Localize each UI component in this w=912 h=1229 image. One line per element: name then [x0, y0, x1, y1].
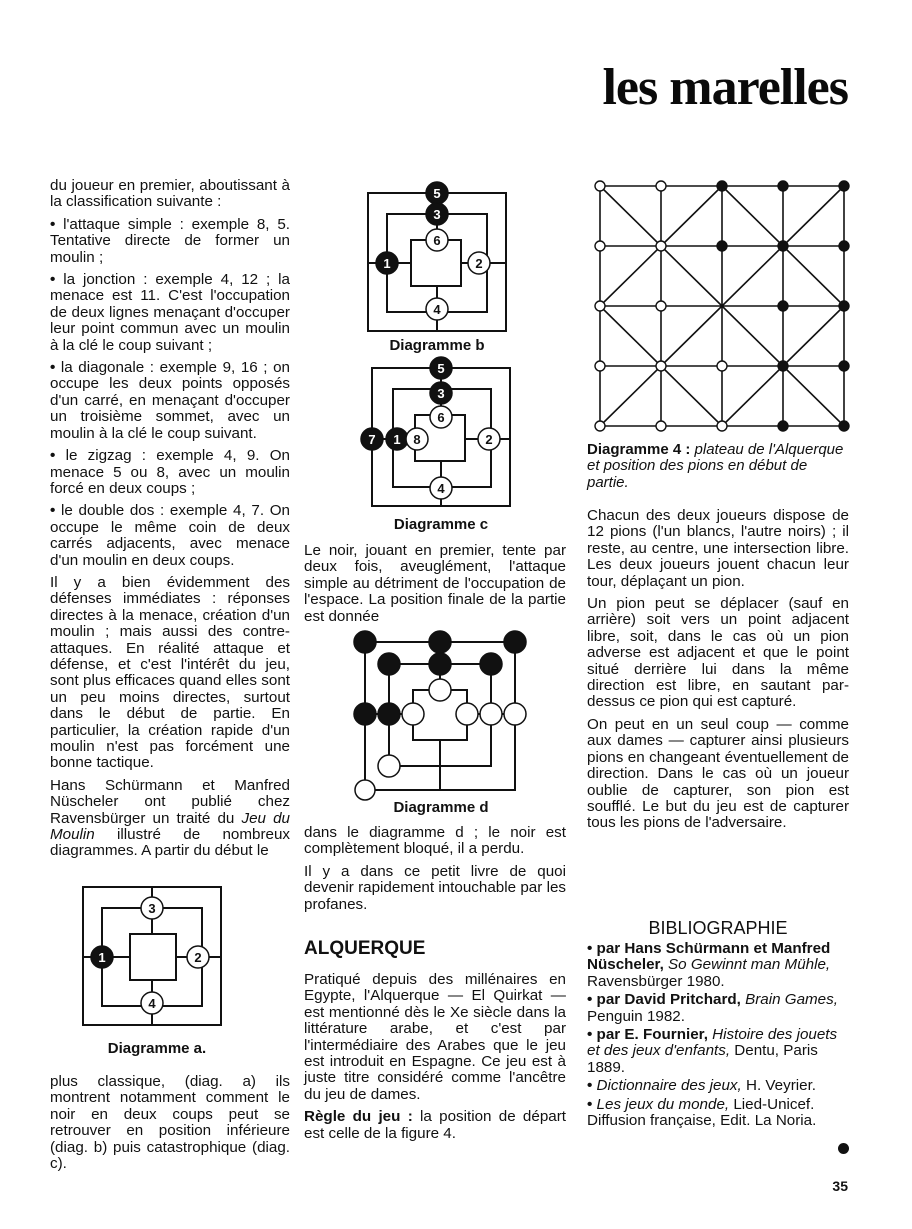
paragraph: Il y a bien évidemment des défenses immédiates : réponses directes à la menace, création d'un moulin ; mais aussi des contre-attaques. En réalité attaque et défense, et c'est l'intérêt du jeu, sont plus efficaces quand elles sont un peu moins directes, surtout dans le début de partie. En particulier, la création rapide d'un moulin n'est pas forcément une bonne tactique.: [50, 573, 290, 772]
svg-text:4: 4: [433, 302, 441, 317]
list-item: • la jonction : exemple 4, 12 ; la menace est 11. C'est l'occupation de deux lignes menaçant d'occuper leur point commun avec un moulin à la clé le coup suivant ;: [50, 272, 290, 354]
piece-black: [778, 421, 788, 431]
piece-white: [378, 755, 400, 777]
column-1: [50, 178, 290, 866]
piece-white: [426, 298, 448, 320]
piece-black: [376, 252, 398, 274]
paragraph: Un pion peut se déplacer (sauf en arrière) soit vers un point adjacent libre, soit, dans le cas où un pion adverse est adjacent et que le point situé derrière lui dans la même direction est libre, en sautant par-dessus ce pion qui est capturé.: [587, 595, 849, 711]
svg-text:3: 3: [433, 207, 441, 222]
piece-black: [386, 428, 408, 450]
piece-white: [595, 421, 605, 431]
piece-white: [656, 181, 666, 191]
piece-black: [778, 361, 788, 371]
paragraph: Pratiqué depuis des millénaires en Egypte, l'Alquerque — El Quirkat — est mentionné dès le Xe siècle dans la littérature arabe, et c'est par l'intermédiaire des Arabes que le jeu est introduit en Espagne. Ce jeu est à juste titre considéré comme l'ancêtre du jeu de dames.: [304, 971, 566, 1103]
piece-white: [430, 477, 452, 499]
piece-black: [839, 361, 849, 371]
piece-black: [91, 946, 113, 968]
piece-white: [187, 946, 209, 968]
piece-white: [456, 703, 478, 725]
piece-white: [595, 181, 605, 191]
column-3: [587, 508, 849, 838]
paragraph: du joueur en premier, aboutissant à la classification suivante :: [50, 177, 290, 211]
paragraph: Règle du jeu : la position de départ est celle de la figure 4.: [304, 1108, 566, 1142]
svg-text:7: 7: [368, 432, 376, 447]
column-2-middle: [304, 825, 566, 919]
diagram-b: [367, 186, 507, 332]
piece-white: [504, 703, 526, 725]
piece-black: [426, 182, 448, 204]
piece-black: [839, 241, 849, 251]
diagram-c: [368, 361, 511, 507]
piece-black: [778, 181, 788, 191]
caption-d: Diagramme d: [393, 799, 489, 816]
piece-black: [361, 428, 383, 450]
svg-text:3: 3: [148, 901, 156, 916]
bibliography-entry: • par Hans Schürmann et Manfred Nüscheler, So Gewinnt man Mühle, Ravensbürger 1980.: [587, 940, 831, 990]
paragraph: plus classique, (diag. a) ils montrent notamment comment le noir en deux coups peut se retrouver en position inférieure (diag. b) puis catastrophique (diag. c).: [50, 1073, 290, 1173]
diagram-d: [356, 632, 526, 798]
svg-text:2: 2: [194, 950, 202, 965]
column-2-top: [304, 543, 566, 631]
piece-black: [717, 181, 727, 191]
bibliography-title: BIBLIOGRAPHIE: [648, 918, 788, 938]
piece-black: [354, 631, 376, 653]
page-number: 35: [832, 1178, 848, 1194]
piece-white: [355, 780, 375, 800]
piece-black: [426, 203, 448, 225]
paragraph: dans le diagramme d ; le noir est complètement bloqué, il a perdu.: [304, 824, 566, 858]
piece-black: [839, 421, 849, 431]
piece-white: [468, 252, 490, 274]
svg-text:8: 8: [413, 432, 421, 447]
piece-white: [426, 229, 448, 251]
paragraph: Hans Schürmann et Manfred Nüscheler ont publié chez Ravensbürger un traité du Jeu du Moulin illustré de nombreux diagrammes. A partir du début le: [50, 776, 290, 860]
svg-text:1: 1: [383, 256, 391, 271]
piece-black: [778, 241, 788, 251]
piece-black: [839, 181, 849, 191]
piece-white: [406, 428, 428, 450]
list-item: • le double dos : exemple 4, 7. On occupe le même coin de deux carrés adjacents, avec menace d'un moulin en deux coups.: [50, 503, 290, 569]
piece-white: [402, 703, 424, 725]
piece-white: [141, 992, 163, 1014]
bibliography-entry: • Dictionnaire des jeux, H. Veyrier.: [587, 1077, 817, 1095]
bibliography-entry: • Les jeux du monde, Lied-Unicef. Diffusion française, Edit. La Noria.: [587, 1095, 817, 1130]
bibliography-entry: • par E. Fournier, Histoire des jouets et des jeux d'enfants, Dentu, Paris 1889.: [587, 1026, 838, 1076]
svg-text:5: 5: [433, 186, 441, 201]
paragraph: Chacun des deux joueurs dispose de 12 pions (l'un blancs, l'autre noirs) ; il reste, au centre, une intersection libre. Les deux joueurs jouent chacun leur tour, déplaçant un pion.: [587, 507, 849, 590]
list-item: • l'attaque simple : exemple 8, 5. Tentative directe de former un moulin ;: [50, 217, 290, 266]
column-2-bottom: [304, 972, 566, 1148]
piece-white: [656, 361, 666, 371]
section-title: ALQUERQUE: [304, 938, 426, 959]
piece-black: [778, 301, 788, 311]
piece-white: [595, 241, 605, 251]
svg-text:1: 1: [98, 950, 106, 965]
column-1-bottom: [50, 1074, 290, 1178]
piece-white: [480, 703, 502, 725]
piece-white: [595, 301, 605, 311]
svg-text:6: 6: [433, 233, 441, 248]
diagram-a: [82, 886, 222, 1026]
svg-text:6: 6: [437, 410, 445, 425]
end-mark: [838, 1143, 849, 1154]
piece-black: [504, 631, 526, 653]
caption-4: Diagramme 4 : plateau de l'Alquerque et position des pions en début de partie.: [587, 441, 844, 491]
alquerque-board: [592, 180, 852, 430]
piece-white: [141, 897, 163, 919]
piece-black: [839, 301, 849, 311]
piece-black: [430, 382, 452, 404]
bibliography: [587, 941, 849, 1131]
paragraph: On peut en un seul coup — comme aux dames — capturer ainsi plusieurs pions en changeant éventuellement de direction. Dans le cas où un joueur oublie de capturer, son pion est soufflé. Le but du jeu est de capturer tous les pions de l'adversaire.: [587, 715, 849, 832]
piece-black: [430, 357, 452, 379]
svg-text:5: 5: [437, 361, 445, 376]
piece-white: [717, 361, 727, 371]
caption-a: Diagramme a.: [107, 1040, 207, 1057]
caption-b: Diagramme b: [389, 337, 485, 354]
paragraph: Il y a dans ce petit livre de quoi devenir rapidement intouchable par les profanes.: [304, 862, 566, 913]
piece-black: [429, 653, 451, 675]
svg-text:1: 1: [393, 432, 401, 447]
paragraph: Le noir, jouant en premier, tente par deux fois, aveuglément, l'attaque simple au détriment de l'occupation de l'espace. La position finale de la partie est donnée: [304, 542, 566, 625]
piece-white: [656, 421, 666, 431]
svg-text:2: 2: [475, 256, 483, 271]
piece-white: [429, 679, 451, 701]
piece-black: [354, 703, 376, 725]
piece-white: [430, 406, 452, 428]
list-item: • le zigzag : exemple 4, 9. On menace 5 ou 8, avec un moulin forcé en deux coups ;: [50, 448, 290, 497]
piece-black: [378, 653, 400, 675]
svg-text:3: 3: [437, 386, 445, 401]
piece-black: [429, 631, 451, 653]
piece-black: [378, 703, 400, 725]
list-item: • la diagonale : exemple 9, 16 ; on occupe les deux points opposés d'un carré, en menaçant d'occuper un troisième sommet, avec un moulin à la clé le coup suivant.: [50, 360, 290, 442]
piece-white: [717, 421, 727, 431]
piece-black: [717, 241, 727, 251]
piece-white: [595, 361, 605, 371]
svg-text:2: 2: [485, 432, 493, 447]
piece-white: [478, 428, 500, 450]
page-title: les marelles: [602, 59, 848, 116]
piece-white: [656, 241, 666, 251]
piece-black: [480, 653, 502, 675]
bibliography-entry: • par David Pritchard, Brain Games, Penguin 1982.: [587, 991, 838, 1025]
svg-text:4: 4: [148, 996, 156, 1011]
caption-c: Diagramme c: [393, 516, 489, 533]
svg-text:4: 4: [437, 481, 445, 496]
piece-white: [656, 301, 666, 311]
